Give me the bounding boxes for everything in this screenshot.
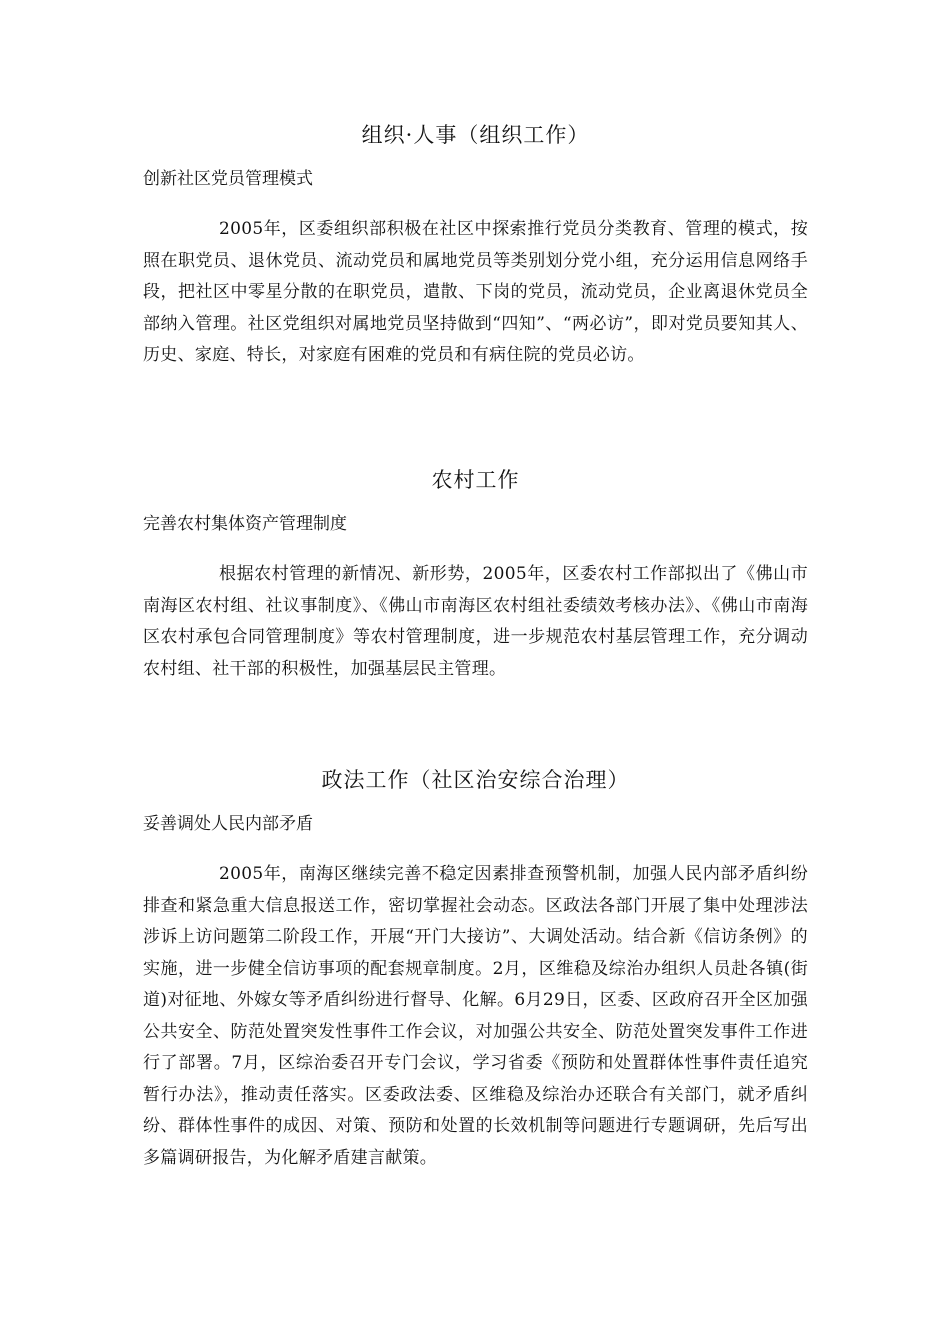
section-political-legal-work: [143, 764, 808, 1174]
section-organization-personnel: [143, 119, 808, 372]
section-title: 组织·人事（组织工作）: [361, 123, 590, 147]
section-title: 政法工作（社区治安综合治理）: [321, 768, 630, 792]
section-subtitle: 完善农村集体资产管理制度: [143, 514, 347, 534]
section-body: 2005年，区委组织部积极在社区中探索推行党员分类教育、管理的模式，按照在职党员、退休党员、流动党员和属地党员等类别划分党小组，充分运用信息网络手段，把社区中零星分散的在职党员，遣散、下岗的党员，流动党员，企业离退休党员全部纳入管理。社区党组织对属地党员坚持做到“四知”、“两必访”，即对党员要知其人、历史、家庭、特长，对家庭有困难的党员和有病住院的党员必访。: [143, 219, 808, 365]
section-rural-work: [143, 464, 808, 685]
section-body: 根据农村管理的新情况、新形势，2005年，区委农村工作部拟出了《佛山市南海区农村组、社议事制度》、《佛山市南海区农村组社委绩效考核办法》、《佛山市南海区农村承包合同管理制度》等农村管理制度，进一步规范农村基层管理工作，充分调动农村组、社干部的积极性，加强基层民主管理。: [143, 564, 808, 679]
section-subtitle: 妥善调处人民内部矛盾: [143, 814, 313, 834]
section-subtitle: 创新社区党员管理模式: [143, 169, 313, 189]
section-title: 农村工作: [431, 468, 520, 492]
section-body: 2005年，南海区继续完善不稳定因素排查预警机制，加强人民内部矛盾纠纷排查和紧急重大信息报送工作，密切掌握社会动态。区政法各部门开展了集中处理涉法涉诉上访问题第二阶段工作，开展“开门大接访”、大调处活动。结合新《信访条例》的实施，进一步健全信访事项的配套规章制度。2月，区维稳及综治办组织人员赴各镇(街道)对征地、外嫁女等矛盾纠纷进行督导、化解。6月29日，区委、区政府召开全区加强公共安全、防范处置突发性事件工作会议，对加强公共安全、防范处置突发事件工作进行了部署。7月，区综治委召开专门会议，学习省委《预防和处置群体性事件责任追究暂行办法》，推动责任落实。区委政法委、区维稳及综治办还联合有关部门，就矛盾纠纷、群体性事件的成因、对策、预防和处置的长效机制等问题进行专题调研，先后写出多篇调研报告，为化解矛盾建言献策。: [143, 864, 808, 1168]
